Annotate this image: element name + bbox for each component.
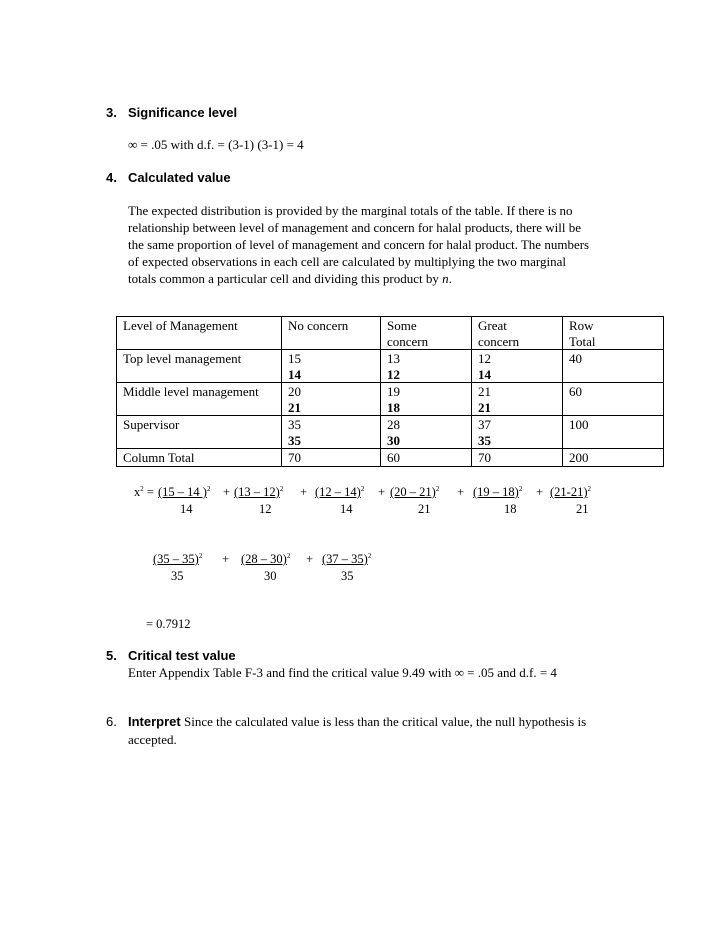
section-6-body: Since the calculated value is less than the critical value, the null hypothesis is: [180, 714, 587, 729]
paragraph-line: The expected distribution is provided by the marginal totals of the table. If there is no: [128, 203, 573, 218]
row-label: Middle level management: [117, 383, 282, 416]
section-4-paragraph: [128, 202, 589, 287]
formula-plus: +: [378, 485, 386, 499]
footer-value: 60: [381, 449, 472, 467]
formula-denominator: 12: [259, 502, 272, 516]
row-total: 40: [563, 350, 664, 383]
formula-term: (12 – 14)$^2$: [315, 484, 365, 499]
paragraph-line: of expected observations in each cell are calculated by multiplying the two marginal: [128, 254, 566, 269]
formula-denominator: 21: [418, 502, 431, 516]
table-cell: 37 35: [472, 416, 563, 449]
table-cell: 20 21: [282, 383, 381, 416]
section-3-number: 3.: [106, 105, 117, 120]
section-5-number: 5.: [106, 648, 117, 663]
table-header-cell: Level of Management: [117, 317, 282, 350]
paragraph-line: the same proportion of level of management and concern for halal product. The numbers: [128, 237, 590, 252]
row-total: 60: [563, 383, 664, 416]
row-label: Supervisor: [117, 416, 282, 449]
section-5-title: Critical test value: [128, 648, 236, 663]
variable-n: n: [442, 271, 449, 286]
formula-term: (13 – 12)$^2$: [234, 484, 284, 499]
footer-value: 70: [472, 449, 563, 467]
formula-denominator: 14: [340, 502, 353, 516]
paragraph-line-last: [128, 270, 589, 287]
formula-term: (37 – 35)$^2$: [322, 551, 372, 566]
row-label: Top level management: [117, 350, 282, 383]
formula-term: (19 – 18)$^2$: [473, 484, 523, 499]
chi-square-symbol: $x^2$ =: [134, 484, 154, 499]
formula-plus: +: [223, 485, 231, 499]
table-header-cell: Great concern: [472, 317, 563, 350]
table-cell: 15 14: [282, 350, 381, 383]
formula-term: $(21-21)^2$: [550, 484, 591, 499]
footer-value: 70: [282, 449, 381, 467]
section-6-title: Interpret: [128, 714, 181, 729]
paragraph-text: totals common a particular cell and dividing this product by: [128, 271, 443, 286]
formula-term: (20 – 21)$^2$: [390, 484, 440, 499]
section-4-number: 4.: [106, 170, 117, 185]
paragraph-line: relationship between level of management and concern for halal products, there will be: [128, 220, 582, 235]
formula-denominator: 35: [171, 569, 184, 583]
section-3-title: Significance level: [128, 105, 238, 120]
formula-plus: +: [222, 552, 230, 566]
table-row: [117, 350, 664, 383]
formula-plus: +: [536, 485, 544, 499]
table-footer-row: [117, 449, 664, 467]
formula-plus: +: [306, 552, 314, 566]
formula-denominator: 35: [341, 569, 354, 583]
formula-denominator: 14: [180, 502, 193, 516]
formula-term: (35 – 35)$^2$: [153, 551, 203, 566]
table-cell: 28 30: [381, 416, 472, 449]
paragraph-period: .: [448, 271, 452, 286]
formula-plus: +: [457, 485, 465, 499]
contingency-table: [116, 316, 664, 467]
table-header-cell: Row Total: [563, 317, 664, 350]
formula-denominator: 21: [576, 502, 589, 516]
table-header-row: [117, 317, 664, 350]
formula-result: = 0.7912: [146, 617, 191, 631]
section-5-body: Enter Appendix Table F-3 and find the critical value 9.49 with ∞ = .05 and d.f. = 4: [128, 665, 557, 680]
section-6-number: 6.: [106, 714, 117, 729]
formula-plus: +: [300, 485, 308, 499]
formula-term: (15 – 14 )$^2$: [158, 484, 211, 499]
section-6-text: [128, 714, 586, 730]
table-row: [117, 416, 664, 449]
table-cell: 19 18: [381, 383, 472, 416]
table-cell: 35 35: [282, 416, 381, 449]
table-cell: 21 21: [472, 383, 563, 416]
table-cell: 13 12: [381, 350, 472, 383]
table-cell: 12 14: [472, 350, 563, 383]
table-row: [117, 383, 664, 416]
formula-denominator: 30: [264, 569, 277, 583]
section-4-title: Calculated value: [128, 170, 231, 185]
formula-denominator: 18: [504, 502, 517, 516]
section-3-body: ∞ = .05 with d.f. = (3-1) (3-1) = 4: [128, 137, 304, 152]
footer-label: Column Total: [117, 449, 282, 467]
table-header-cell: Some concern: [381, 317, 472, 350]
grand-total: 200: [563, 449, 664, 467]
section-6-body-line2: accepted.: [128, 732, 177, 747]
formula-term: (28 – 30)$^2$: [241, 551, 291, 566]
row-total: 100: [563, 416, 664, 449]
table-header-cell: No concern: [282, 317, 381, 350]
